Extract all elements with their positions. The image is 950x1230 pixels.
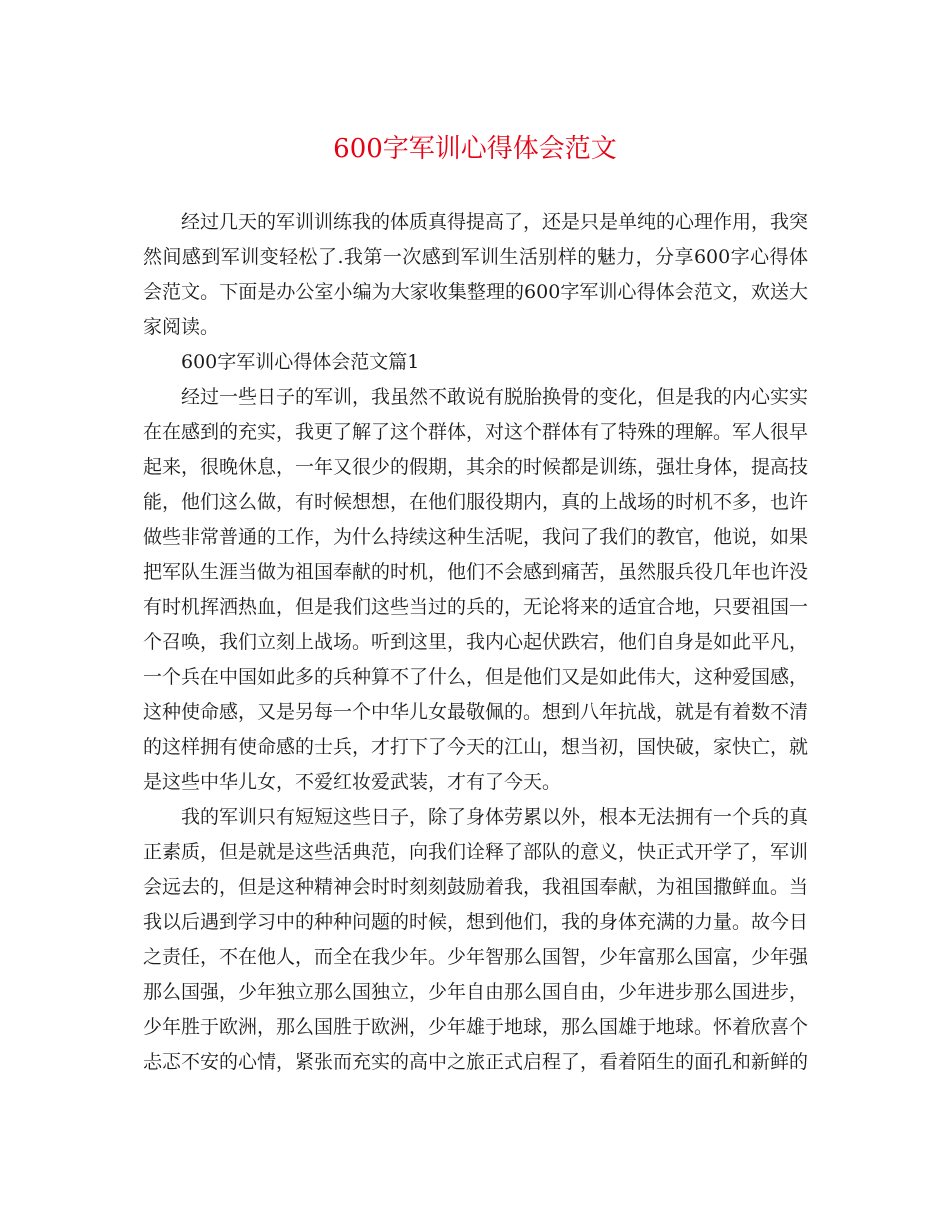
body-paragraph-1: 经过一些日子的军训，我虽然不敢说有脱胎换骨的变化，但是我的内心实实在在感到的充实，我更了解了这个群体，对这个群体有了特殊的理解。军人很早起来，很晚休息，一年又很少的假期，其余的时候都是训练，强壮身体，提高技能，他们这么做，有时候想想，在他们服役期内，真的上战场的时机不多，也许做些非常普通的工作，为什么持续这种生活呢，我问了我们的教官，他说，如果把军队生涯当做为祖国奉献的时机，他们不会感到痛苦，虽然服兵役几年也许没有时机挥洒热血，但是我们这些当过的兵的，无论将来的适宜合地，只要祖国一个召唤，我们立刻上战场。听到这里，我内心起伏跌宕，他们自身是如此平凡，一个兵在中国如此多的兵种算不了什么，但是他们又是如此伟大，这种爱国感，这种使命感，又是另每一个中华儿女最敬佩的。想到八年抗战，就是有着数不清的这样拥有使命感的士兵，才打下了今天的江山，想当初，国快破，家快亡，就是这些中华儿女，不爱红妆爱武装，才有了今天。 [143, 386, 809, 793]
document-body [143, 205, 808, 1080]
section-heading: 600字军训心得体会范文篇1 [181, 351, 420, 373]
body-paragraph-2: 我的军训只有短短这些日子，除了身体劳累以外，根本无法拥有一个兵的真正素质，但是就是这些活典范，向我们诠释了部队的意义，快正式开学了，军训会远去的，但是这种精神会时时刻刻鼓励着我，我祖国奉献，为祖国撒鲜血。当我以后遇到学习中的种种问题的时候，想到他们，我的身体充满的力量。故今日之责任，不在他人，而全在我少年。少年智那么国智，少年富那么国富，少年强那么国强，少年独立那么国独立，少年自由那么国自由，少年进步那么国进步，少年胜于欧洲，那么国胜于欧洲，少年雄于地球，那么国雄于地球。怀着欣喜个忐忑不安的心情，紧张而充实的高中之旅正式启程了，看着陌生的面孔和新鲜的 [143, 806, 809, 1073]
document-title: 600字军训心得体会范文 [333, 134, 617, 164]
intro-paragraph: 经过几天的军训训练我的体质真得提高了，还是只是单纯的心理作用，我突然间感到军训变轻松了.我第一次感到军训生活别样的魅力，分享600字心得体会范文。下面是办公室小编为大家收集整理的600字军训心得体会范文，欢送大家阅读。 [143, 211, 809, 338]
